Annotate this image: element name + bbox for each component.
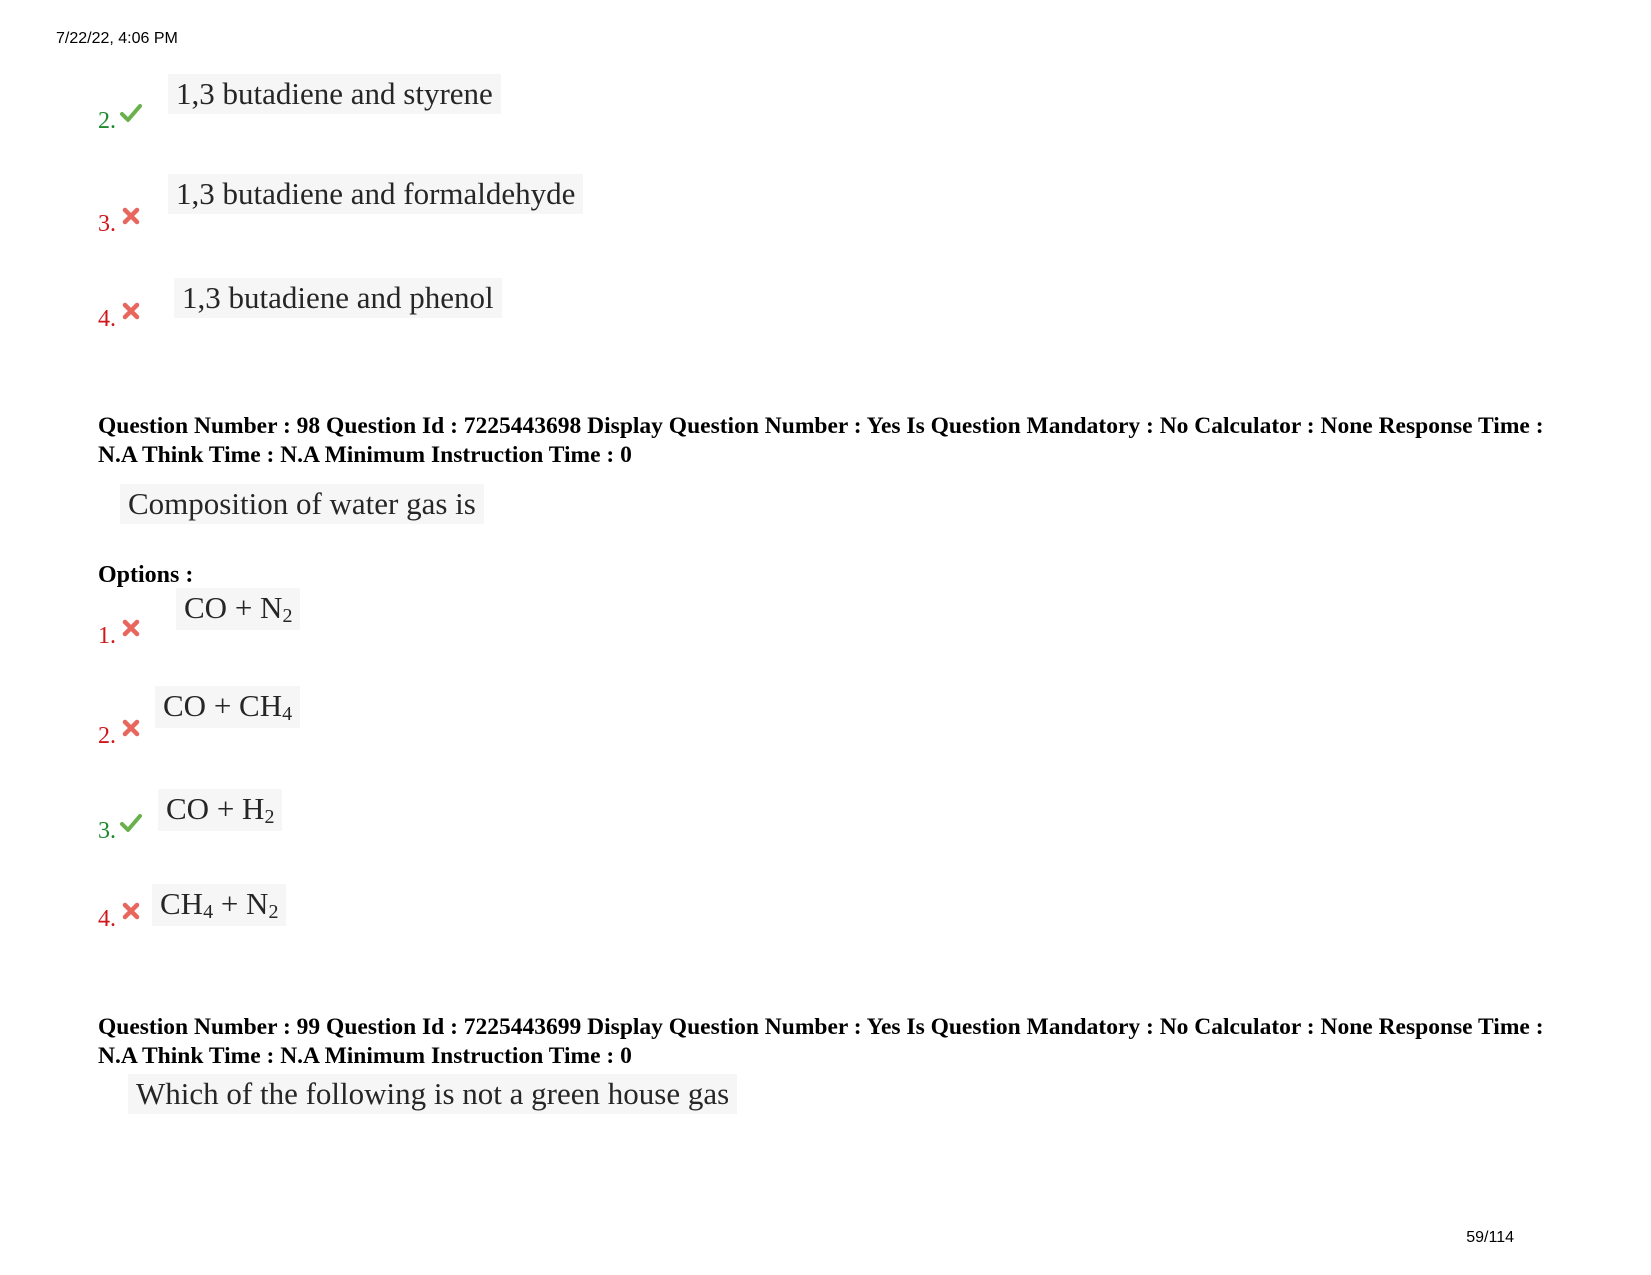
cross-icon: [120, 617, 142, 639]
check-icon: [120, 102, 142, 124]
cross-icon: [120, 717, 142, 739]
cross-icon: [120, 300, 142, 322]
question-text: Composition of water gas is: [120, 484, 484, 524]
cross-icon: [120, 900, 142, 922]
option-row: [98, 812, 142, 845]
question-meta: Question Number : 98 Question Id : 7225443698 Display Question Number : Yes Is Question Mandatory : No Calculator : None Response Time : N.A Think Time : N.A Minimum Instruction Time : 0: [98, 413, 1544, 468]
option-formula: CO + $H_2$: [158, 789, 282, 831]
option-number: 2.: [98, 723, 116, 749]
option-formula: $CH_4 + N_2$: [152, 884, 286, 926]
option-number: 3.: [98, 211, 116, 237]
check-icon: [120, 812, 142, 834]
option-number: 2.: [98, 108, 116, 134]
option-row: [98, 717, 142, 750]
option-formula: CO + $N_2$: [176, 588, 300, 630]
option-number: 4.: [98, 906, 116, 932]
option-number: 4.: [98, 306, 116, 332]
option-row: [98, 205, 142, 238]
question-meta: Question Number : 99 Question Id : 7225443699 Display Question Number : Yes Is Question Mandatory : No Calculator : None Response Time : N.A Think Time : N.A Minimum Instruction Time : 0: [98, 1014, 1544, 1069]
option-row: [98, 900, 142, 933]
option-number: 3.: [98, 818, 116, 844]
option-formula: CO + $CH_4$: [155, 686, 300, 728]
cross-icon: [120, 205, 142, 227]
option-row: [98, 300, 142, 333]
print-timestamp: 7/22/22, 4:06 PM: [56, 30, 178, 47]
question-text: Which of the following is not a green house gas: [128, 1074, 737, 1114]
option-number: 1.: [98, 623, 116, 649]
option-row: [98, 617, 142, 650]
page-number: 59/114: [1466, 1229, 1514, 1246]
option-text: 1,3 butadiene and phenol: [174, 278, 502, 318]
option-row: [98, 102, 142, 135]
option-text: 1,3 butadiene and styrene: [168, 74, 501, 114]
option-text: 1,3 butadiene and formaldehyde: [168, 174, 583, 214]
options-label: Options :: [98, 562, 194, 588]
